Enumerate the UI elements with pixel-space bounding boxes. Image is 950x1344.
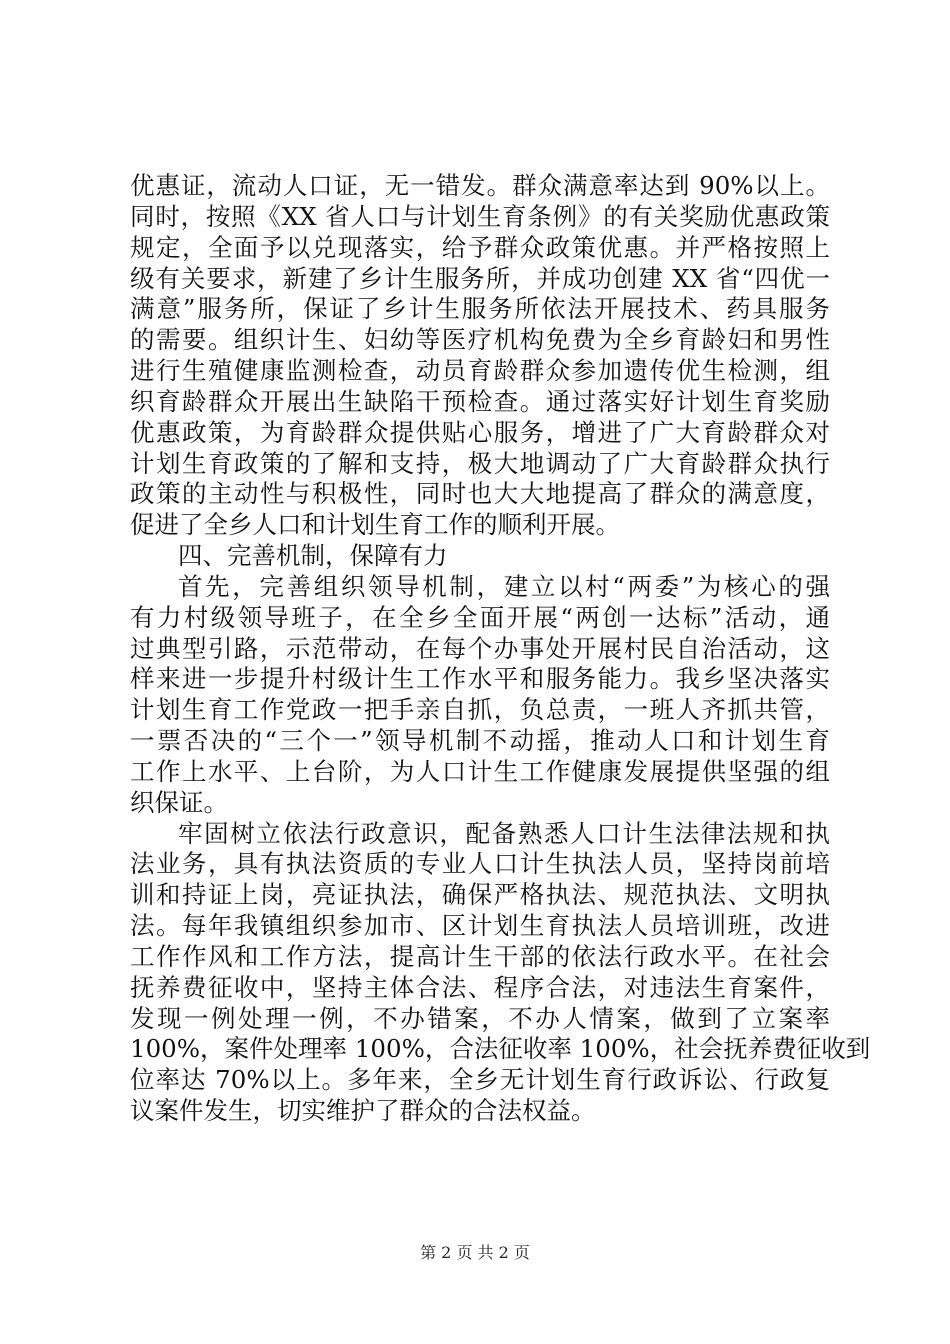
paragraph-line: 样来进一步提升村级计生工作水平和服务能力。我乡坚决落实 [130,664,830,694]
paragraph-line: 织育龄群众开展出生缺陷干预检查。通过落实好计划生育奖励 [130,386,830,416]
paragraph-line: 级有关要求，新建了乡计生服务所，并成功创建 XX 省“四优一 [130,263,830,293]
paragraph-line: 训和持证上岗，亮证执法，确保严格执法、规范执法、文明执 [130,880,830,910]
paragraph-line: 首先，完善组织领导机制，建立以村“两委”为核心的强 [178,571,830,601]
paragraph-line: 优惠政策，为育龄群众提供贴心服务，增进了广大育龄群众对 [130,417,830,447]
paragraph-line: 政策的主动性与积极性，同时也大大地提高了群众的满意度， [130,479,830,509]
paragraph-line: 工作上水平、上台阶，为人口计生工作健康发展提供坚强的组 [130,756,830,786]
paragraph-line: 满意”服务所，保证了乡计生服务所依法开展技术、药具服务 [130,294,830,324]
paragraph-line: 计划生育工作党政一把手亲自抓，负总责，一班人齐抓共管， [130,695,830,725]
paragraph-line: 进行生殖健康监测检查，动员育龄群众参加遗传优生检测，组 [130,356,830,385]
paragraph-line: 的需要。组织计生、妇幼等医疗机构免费为全乡育龄妇和男性 [130,325,830,355]
paragraph-line: 议案件发生，切实维护了群众的合法权益。 [130,1096,596,1125]
paragraph-line: 计划生育政策的了解和支持，极大地调动了广大育龄群众执行 [130,448,830,478]
paragraph-line: 一票否决的“三个一”领导机制不动摇，推动人口和计划生育 [130,726,830,755]
paragraph-line: 有力村级领导班子，在全乡全面开展“两创一达标”活动，通 [130,602,830,632]
paragraph-line: 法。每年我镇组织参加市、区计划生育执法人员培训班，改进 [130,911,830,940]
paragraph-line: 优惠证，流动人口证，无一错发。群众满意率达到 90%以上。 [130,171,830,200]
section-heading: 四、完善机制，保障有力 [178,541,448,570]
paragraph-line: 促进了全乡人口和计划生育工作的顺利开展。 [130,510,620,540]
paragraph-line: 规定，全面予以兑现落实，给予群众政策优惠。并严格按照上 [130,232,830,262]
paragraph-line: 抚养费征收中，坚持主体合法、程序合法，对违法生育案件， [130,972,830,1002]
paragraph-line: 牢固树立依法行政意识，配备熟悉人口计生法律法规和执 [178,818,830,848]
page-footer: 第 2 页 共 2 页 [420,1243,530,1262]
paragraph-line: 织保证。 [130,787,228,817]
paragraph-line: 法业务，具有执法资质的专业人口计生执法人员，坚持岗前培 [130,849,830,879]
paragraph-line: 工作作风和工作方法，提高计生干部的依法行政水平。在社会 [130,941,830,971]
paragraph-line: 100%，案件处理率 100%，合法征收率 100%，社会抚养费征收到 [130,1034,871,1064]
paragraph-line: 同时，按照《XX 省人口与计划生育条例》的有关奖励优惠政策 [130,201,830,231]
paragraph-line: 过典型引路，示范带动，在每个办事处开展村民自治活动，这 [130,633,830,663]
paragraph-line: 发现一例处理一例，不办错案，不办人情案，做到了立案率 [130,1003,830,1033]
paragraph-line: 位率达 70%以上。多年来，全乡无计划生育行政诉讼、行政复 [130,1065,830,1095]
